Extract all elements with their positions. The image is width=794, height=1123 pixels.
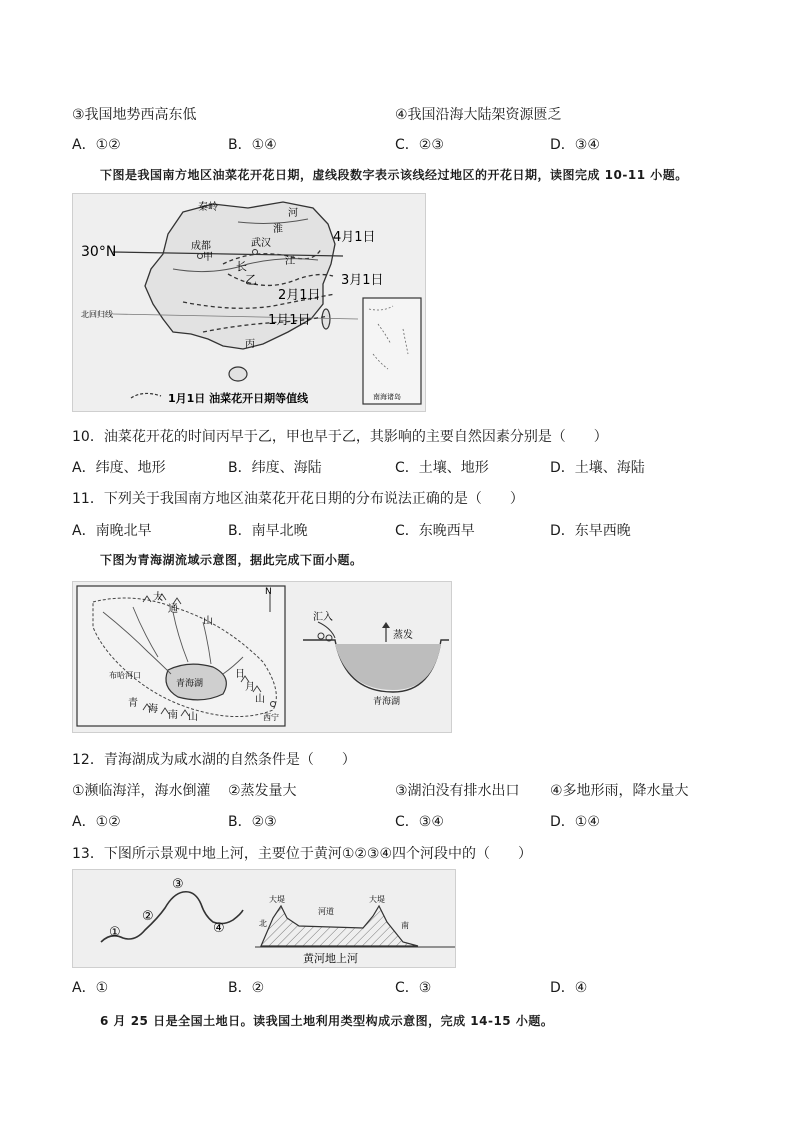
q10-option-c: C．土壤、地形 [395,460,489,476]
marker-1: ① [109,925,121,940]
q9-statement-4: ④我国沿海大陆架资源匮乏 [395,107,562,123]
label-shan3: 山 [255,694,265,705]
q11-option-d: D．东早西晚 [550,523,631,539]
south-sea-inset [363,298,421,404]
label-mar1: 3月1日 [341,273,384,288]
label-da: 大 [153,592,163,603]
label-hai: 海 [148,704,158,715]
label-apr1: 4月1日 [333,230,376,245]
label-yi: 乙 [245,273,258,287]
label-huai: 淮 [273,224,283,235]
label-lake-section: 青海湖 [373,697,401,707]
q12-stem: 12．青海湖成为咸水湖的自然条件是（ ） [72,752,356,768]
q12-statement-1: ①濒临海洋，海水倒灌 [72,783,211,799]
legend-dash-sample [131,393,161,398]
label-chengdu: 成都 [191,241,211,252]
label-qinghaihu: 青海湖 [176,679,204,689]
label-dike-left: 大堤 [269,895,285,904]
label-qinling: 秦岭 [198,202,218,213]
q12-statement-2: ②蒸发量大 [228,783,297,799]
label-south-bank: 南 [401,921,409,930]
taiwan-island [322,309,330,329]
label-xining: 西宁 [263,713,279,722]
label-yue: 月 [245,682,255,693]
label-30n: 30°N [81,244,117,260]
q13-option-d: D．④ [550,980,588,996]
q9-option-a: A．①② [72,137,121,153]
rapeseed-flowering-map [72,193,426,412]
label-shan: 山 [203,616,213,627]
marker-4: ④ [213,921,225,936]
q11-option-b: B．南早北晚 [228,523,308,539]
intro-12: 下图为青海湖流域示意图，据此完成下面小题。 [100,553,363,567]
q11-option-c: C．东晚西早 [395,523,475,539]
q11-option-a: A．南晚北早 [72,523,152,539]
evaporation-arrowhead [382,622,390,628]
label-north: N [265,587,272,597]
label-feb1: 2月1日 [278,288,321,303]
label-huiru: 汇入 [313,612,333,623]
label-nan: 南 [168,710,178,721]
lake-water-section [335,644,441,690]
label-channel: 河道 [318,907,334,916]
label-buha: 布哈河口 [109,671,141,680]
label-dike-right: 大堤 [369,895,385,904]
q13-stem: 13．下图所示景观中地上河，主要位于黄河①②③④四个河段中的（ ） [72,846,533,862]
label-ri: 日 [235,669,245,680]
label-chang: 长 [236,260,247,273]
label-shan2: 山 [188,712,198,723]
q9-option-b: B．①④ [228,137,277,153]
label-caption: 黄河地上河 [303,952,358,965]
label-he: 河 [288,208,298,219]
yellow-river-figure [72,869,456,968]
q12-option-c: C．③④ [395,814,444,830]
label-jiang: 江 [285,256,295,267]
qinghai-lake-figure [72,581,452,733]
label-jia: 甲 [203,252,213,263]
q10-option-a: A．纬度、地形 [72,460,166,476]
q12-option-d: D．①④ [550,814,600,830]
q10-stem: 10．油菜花开花的时间丙早于乙，甲也早于乙，其影响的主要自然因素分别是（ ） [72,429,608,445]
label-zhengfa: 蒸发 [393,630,413,641]
q10-option-d: D．土壤、海陆 [550,460,645,476]
inflow-symbol-1 [318,633,324,639]
q12-statement-3: ③湖泊没有排水出口 [395,783,520,799]
q11-stem: 11．下列关于我国南方地区油菜花开花日期的分布说法正确的是（ ） [72,491,524,507]
label-jan1: 1月1日 [268,313,311,328]
label-bing: 丙 [245,339,255,350]
marker-3: ③ [172,877,184,892]
q12-statement-4: ④多地形雨，降水量大 [550,783,689,799]
q12-option-b: B．②③ [228,814,277,830]
label-north-bank: 北 [259,919,267,928]
q12-option-a: A．①② [72,814,121,830]
inset-label: 南海诸岛 [373,393,401,401]
intro-10-11: 下图是我国南方地区油菜花开花日期，虚线段数字表示该线经过地区的开花日期，读图完成 10-11 小题。 [100,168,688,182]
legend-text: 1月1日 油菜花开日期等值线 [168,392,309,405]
q13-option-a: A．① [72,980,109,996]
label-qing: 青 [128,698,138,709]
q9-option-d: D．③④ [550,137,600,153]
q9-statement-3: ③我国地势西高东低 [72,107,197,123]
river-cross-section [261,906,418,946]
basin-map-frame [77,586,285,726]
label-wuhan: 武汉 [251,238,271,249]
intro-14-15: 6 月 25 日是全国土地日。读我国土地利用类型构成示意图，完成 14-15 小题。 [100,1014,554,1028]
hainan-island [229,367,247,381]
q9-option-c: C．②③ [395,137,444,153]
q13-option-c: C．③ [395,980,432,996]
marker-2: ② [142,909,154,924]
label-tong: 通 [168,604,178,615]
q10-option-b: B．纬度、海陆 [228,460,322,476]
q13-option-b: B．② [228,980,265,996]
label-tropic: 北回归线 [81,310,113,319]
